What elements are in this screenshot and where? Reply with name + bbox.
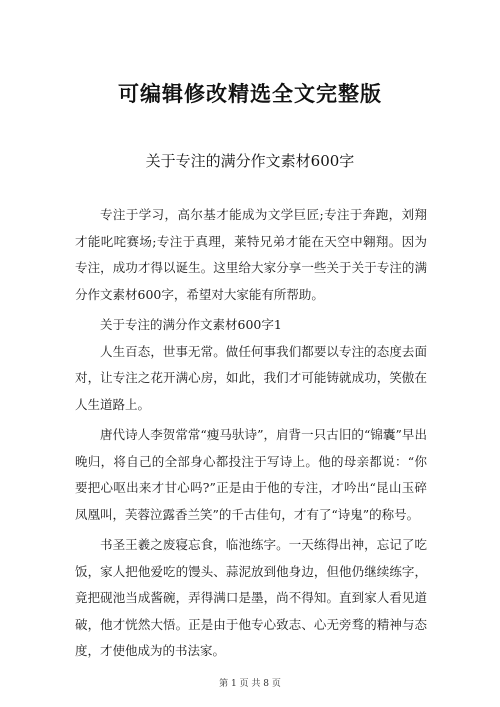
- intro-paragraph: 专注于学习，高尔基才能成为文学巨匠;专注于奔跑，刘翔才能叱咤赛场;专注于真理，莱特兄弟才能在天空中翱翔。因为专注，成功才得以诞生。这里给大家分享一些关于关于专注的满分作文素材600字，希望对大家能有所帮助。: [75, 207, 427, 302]
- body-paragraph: 人生百态，世事无常。做任何事我们都要以专注的态度去面对，让专注之花开满心房，如此，我们才可能铸就成功，笑傲在人生道路上。: [75, 343, 427, 412]
- banner-title: 可编辑修改精选全文完整版: [118, 82, 382, 106]
- document-title: 关于专注的满分作文素材600字: [145, 152, 355, 170]
- body-paragraph: 书圣王羲之废寝忘食，临池练字。一天练得出神，忘记了吃饭，家人把他爱吃的馒头、蒜泥放到他身边，但他仍继续练字，竟把砚池当成酱碗，弄得满口是墨，尚不得知。直到家人看见道破，他才恍然大悟。正是由于他专心致志、心无旁骛的精神与态度，才使他成为的书法家。: [75, 537, 427, 658]
- body-paragraph: 唐代诗人李贺常常“瘦马驮诗”，肩背一只古旧的“锦囊”早出晚归，将自己的全部身心都投注于写诗上。他的母亲都说：“你要把心呕出来才甘心吗?”正是由于他的专注，才吟出“昆山玉碎凤凰叫，芙蓉泣露香兰笑”的千古佳句，才有了“诗鬼”的称号。: [75, 427, 427, 522]
- document-body: [75, 202, 427, 669]
- page-number-footer: 第 1 页 共 8 页: [219, 679, 281, 689]
- section-heading: 关于专注的满分作文素材600字1: [100, 317, 282, 332]
